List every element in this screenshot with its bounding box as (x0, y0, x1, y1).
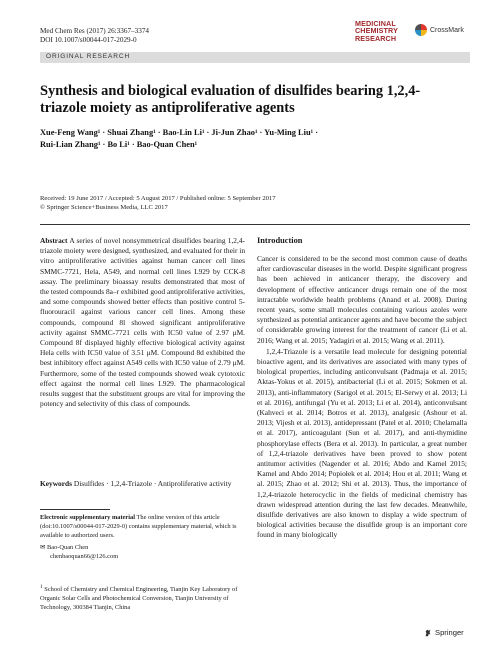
header-divider (40, 224, 470, 225)
affiliation (40, 583, 245, 613)
envelope-icon: ✉ (40, 544, 46, 551)
logo-line-1: MEDICINAL (355, 19, 396, 28)
journal-citation (40, 27, 149, 45)
springer-horse-icon (424, 629, 432, 637)
section-label: ORIGINAL RESEARCH (46, 53, 131, 60)
intro-body (257, 254, 467, 619)
supplementary-note (40, 514, 245, 540)
section-band (40, 52, 470, 63)
abstract (40, 236, 245, 466)
logo-line-3: RESEARCH (355, 33, 397, 43)
corr-name: Bao-Quan Chen (46, 544, 89, 551)
dates-line: Received: 19 June 2017 / Accepted: 5 August 2017 / Published online: 5 September 2017 (40, 195, 276, 202)
publisher-mark (424, 628, 464, 637)
crossmark-label: CrossMark (430, 26, 464, 34)
affil-text: School of Chemistry and Chemical Engineering, Tianjin Key Laboratory of Organic Solar Cells and Photochemical Conversion, Tianjin University of Technology, 300384 Tianjin, China (40, 586, 238, 611)
author-list (40, 127, 440, 151)
keywords-label: Keywords (40, 479, 73, 488)
intro-heading: Introduction (257, 236, 303, 245)
esm-label: Electronic supplementary material (40, 514, 136, 521)
abstract-text: A series of novel nonsymmetrical disulfides bearing 1,2,4-triazole moiety were designed, synthesized, and evaluated for their in vitro antiproliferative activities against human cancer cell lines SMMC-7721, Hela, A549, and normal cell lines L929 by CCK-8 assay. The preliminary bioassay results demonstrated that most of the tested compounds 8a–r exhibited good antiproliferative activities, and some compounds showed better effects than positive control 5-fluorouracil against various cancer cell lines. Among these compounds, compound 8l showed significant antiproliferative activity against SMMC-7721 cells with IC50 value of 2.97 μM. Compound 8f displayed highly effective biological activity against Hela cells with IC50 value of 3.51 μM. Compound 8d exhibited the best inhibitory effect against A549 cells with IC50 value of 2.79 μM. Furthermore, some of the tested compounds showed weak cytotoxic effect against the normal cell lines L929. The pharmacological results suggest that the substituent groups are vital for improving the potency and selectivity of this class of compounds. (40, 236, 246, 409)
citation-line: Med Chem Res (2017) 26:3367–3374 (40, 27, 150, 35)
keywords-text: Disulfides · 1,2,4-Triazole · Antiproliferative activity (73, 479, 232, 488)
corr-email[interactable]: chenbaoquan66@126.com (50, 552, 119, 560)
article-title: Synthesis and biological evaluation of disulfides bearing 1,2,4-triazole moiety as antiproliferative agents (40, 83, 421, 116)
intro-paragraph-1: Cancer is considered to be the second most common cause of deaths after cardiovascular diseases in the world. Despite significant progress has been achieved in anticancer therapy, the discovery and development of effective anticancer drugs remain one of the most intractable worldwide health problems (Anand et al. 2008). During recent years, some small molecules containing various azoles were synthesized as potential anticancer agents and have become the subject of considerable growing interest for the treatment of cancer (Li et al. 2016; Wang et al. 2015; Yadagiri et al. 2015; Wang et al. 2011). (257, 254, 467, 345)
logo-line-2: CHEMISTRY (355, 26, 398, 36)
copyright-line: © Springer Science+Business Media, LLC 2017 (40, 203, 168, 211)
journal-logo-text (355, 20, 398, 42)
author-line-1: Xue-Feng Wang¹ · Shuai Zhang¹ · Bao-Lin Li¹ · Ji-Jun Zhao¹ · Yu-Ming Liu¹ · (40, 128, 318, 137)
doi-line: DOI 10.1007/s00044-017-2029-0 (40, 36, 137, 45)
abstract-label: Abstract (40, 236, 68, 245)
intro-paragraph-2: 1,2,4-Triazole is a versatile lead molecule for designing potential bioactive agent, and its derivatives are associated with many types of biological properties, including anticonvulsant (Padmaja et al. 2015; Aktas-Yokus et al. 2015), antibacterial (Li et al. 2015; Sokmen et al. 2013), anti-inflammatory (Sarigol et al. 2015; El-Serwy et al. 2013; Li et al. 2016), antifungal (Yu et al. 2013; Li et al. 2014), anticonvulsant (Kahveci et al. 2014; Botros et al. 2013), analgesic (Ashour et al. 2013; Vijesh et al. 2013), antidepressant (Patel et al. 2010; Chelamalla et al. 2017), anticoagulant (Sun et al. 2017), and anti-thymidine phosphorylase effects (Bera et al. 2013). In particular, a great number of 1,2,4-triazole derivatives have been proved to show potent antitumor activities (Nagender et al. 2016; Abdo and Kamel 2015; Kamel and Abdo 2014; Popiołek et al. 2014; Hou et al. 2011; Wang et al. 2015; Zhao et al. 2012; Shi et al. 2013). Thus, the importance of 1,2,4-triazole heterocyclic in the fields of medicinal chemistry has drawn widespread attention during the last few decades. Meanwhile, disulfide derivatives are also known to display a wide spectrum of biological activities because the disulfide group is an important core found in many biologically (257, 346, 467, 540)
affil-number: 1 (40, 584, 43, 590)
publisher-name: Springer (435, 628, 464, 637)
journal-logo (355, 20, 465, 52)
footnote-divider (40, 509, 110, 510)
article-dates (40, 195, 276, 212)
corresponding-author (40, 544, 245, 562)
crossmark-icon (415, 24, 427, 36)
esm-text: The online version of this article (doi:10.1007/s00044-017-2029-0) contains supplementary material, which is available to authorized users. (40, 514, 237, 539)
crossmark-badge[interactable] (415, 24, 464, 36)
keywords (40, 479, 245, 489)
author-line-2: Rui-Lian Zhang¹ · Bo Li¹ · Bao-Quan Chen¹ (40, 140, 198, 149)
